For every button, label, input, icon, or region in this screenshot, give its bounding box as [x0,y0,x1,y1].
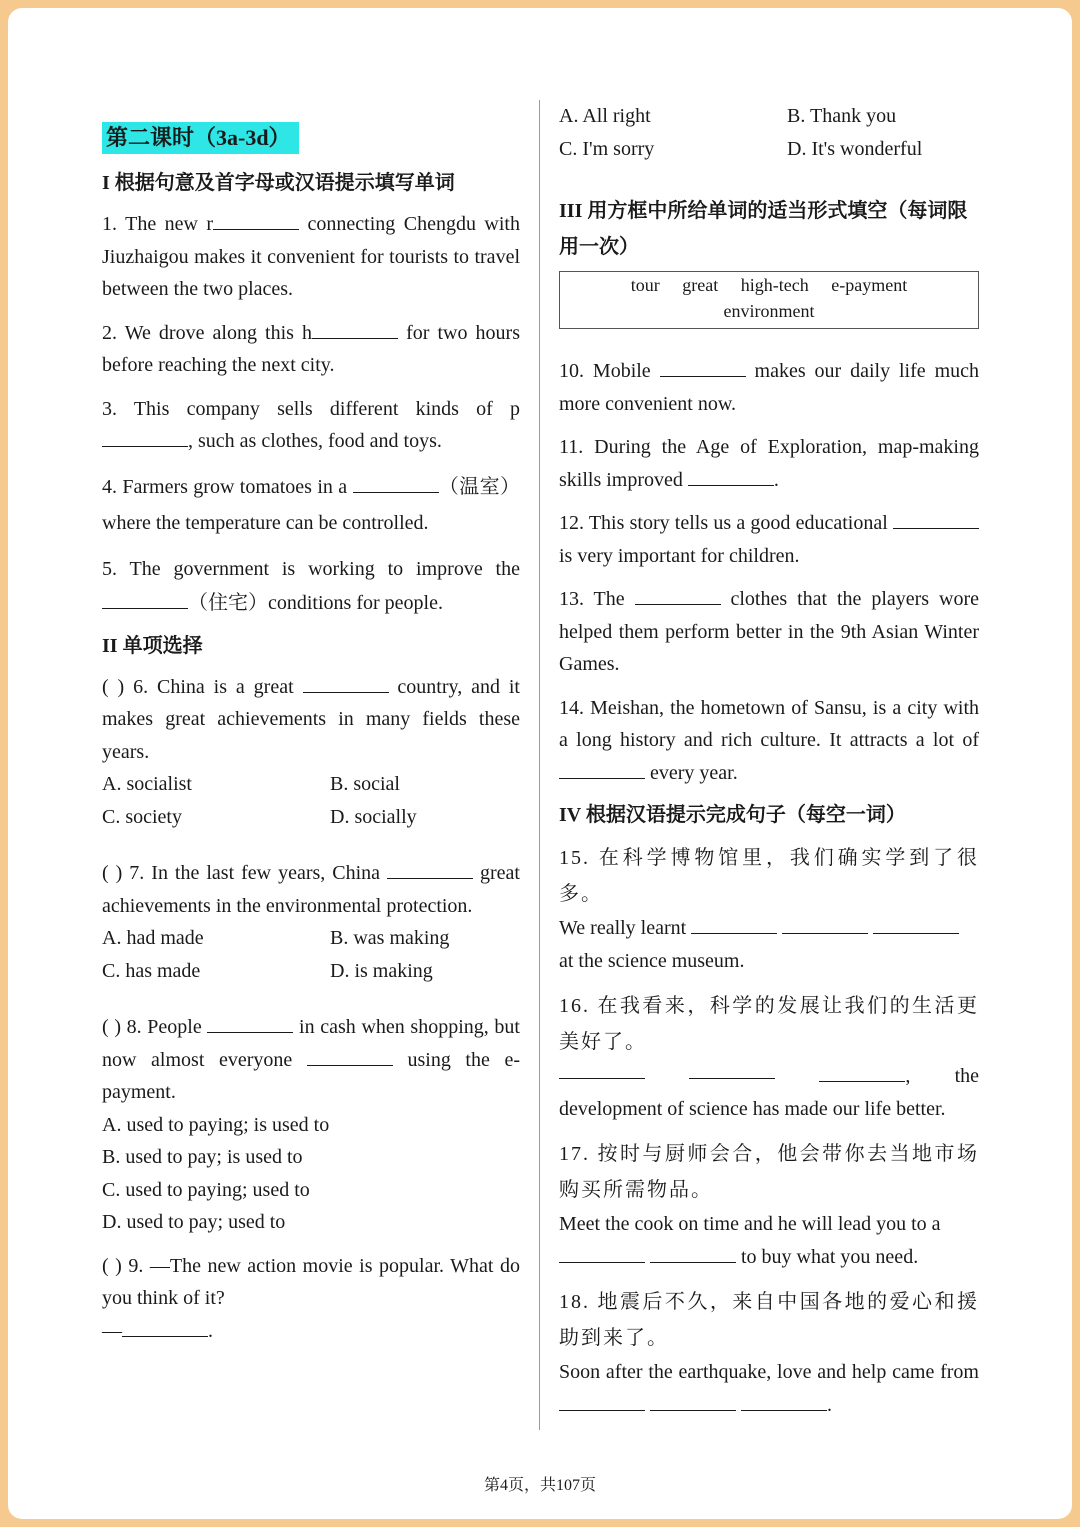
question-6: ( ) 6. China is a great country, and it makes great achievements in many fields these years. [102,675,520,763]
answer-blank[interactable] [559,760,645,779]
question-7: ( ) 7. In the last few years, China great achievements in the environmental protection. [102,862,520,917]
question-9-options [559,100,979,165]
question-14: 14. Meishan, the hometown of Sansu, is a city with a long history and rich culture. It attracts a lot of every year. [559,696,979,784]
answer-blank[interactable] [307,1047,393,1066]
question-6-options [102,768,520,833]
option[interactable]: D. is making [330,959,433,982]
question-9: ( ) 9. —The new action movie is popular. What do you think of it? — . [102,1254,520,1342]
word: e-payment [831,275,908,295]
question-4: 4. Farmers grow tomatoes in a （温室）where the temperature can be controlled. [102,475,521,534]
question-10: 10. Mobile makes our daily life much more convenient now. [559,360,980,415]
answer-blank[interactable] [741,1392,827,1411]
option[interactable]: D. socially [330,805,417,828]
answer-blank[interactable] [559,1392,645,1411]
question-8: ( ) 8. People in cash when shopping, but now almost everyone using the e-payment. [102,1016,520,1103]
answer-blank[interactable] [893,510,979,529]
word: great [682,275,719,295]
word: high-tech [740,275,809,295]
page-number: 第4页，共107页 [483,1477,596,1494]
option[interactable]: C. used to paying; used to [102,1178,310,1201]
option[interactable]: D. It's wonderful [787,137,923,160]
answer-blank[interactable] [102,428,188,447]
question-18: 18. 地震后不久，来自中国各地的爱心和援助到来了。 Soon after the earthquake, love and help came from . [559,1291,979,1416]
lesson-title: 第二课时（3a-3d） [102,122,299,154]
question-13: 13. The clothes that the players wore helped them perform better in the 9th Asian Winter Games. [559,588,979,675]
word: environment [723,301,815,321]
answer-blank[interactable] [650,1392,736,1411]
answer-blank[interactable] [873,915,959,934]
question-17: 17. 按时与厨师会合，他会带你去当地市场购买所需物品。 Meet the cook on time and he will lead you to a to buy what you need. [559,1143,979,1268]
section-4-heading: IV 根据汉语提示完成句子（每空一词） [559,804,906,826]
question-2: 2. We drove along this h for two hours before reaching the next city. [102,321,520,376]
question-7-options [102,922,520,987]
option[interactable]: B. social [330,773,400,795]
column-divider [539,100,540,1430]
worksheet-page [8,8,1072,1519]
option[interactable]: A. used to paying; is used to [102,1113,330,1136]
question-16: 16. 在我看来，科学的发展让我们的生活更美好了。 , the development of science has made our life better. [559,995,979,1120]
answer-blank[interactable] [650,1244,736,1263]
answer-blank[interactable] [819,1063,905,1082]
question-15: 15. 在科学博物馆里，我们确实学到了很多。 We really learnt at the science museum. [559,847,979,972]
option[interactable]: C. society [102,805,182,828]
answer-blank[interactable] [782,915,868,934]
option[interactable]: B. used to pay; is used to [102,1146,303,1168]
option[interactable]: B. Thank you [787,105,897,127]
answer-blank[interactable] [122,1318,208,1337]
answer-blank[interactable] [559,1060,645,1079]
answer-blank[interactable] [207,1014,293,1033]
answer-blank[interactable] [689,1060,775,1079]
question-11: 11. During the Age of Exploration, map-making skills improved . [559,436,979,491]
option[interactable]: A. All right [559,105,651,127]
option[interactable]: C. I'm sorry [559,137,655,160]
word-box [559,271,979,329]
answer-blank[interactable] [312,320,398,339]
answer-blank[interactable] [660,358,746,377]
answer-blank[interactable] [213,211,299,230]
answer-blank[interactable] [559,1244,645,1263]
question-1: 1. The new r connecting Chengdu with Jiuzhaigou makes it convenient for tourists to travel between the two places. [102,213,520,300]
section-1-heading: I 根据句意及首字母或汉语提示填写单词 [102,172,455,194]
option[interactable]: C. has made [102,959,201,982]
question-12: 12. This story tells us a good educational is very important for children. [559,507,979,572]
answer-blank[interactable] [635,586,721,605]
answer-blank[interactable] [353,474,439,493]
answer-blank[interactable] [691,915,777,934]
word: tour [630,275,660,295]
answer-blank[interactable] [303,674,389,693]
section-2-heading: II 单项选择 [102,634,203,657]
question-3: 3. This company sells different kinds of p, such as clothes, food and toys. [102,397,520,452]
option[interactable]: A. socialist [102,773,192,795]
answer-blank[interactable] [688,467,774,486]
section-3-heading: III 用方框中所给单词的适当形式填空（每词限用一次） [559,200,968,258]
answer-blank[interactable] [387,860,473,879]
question-8-options [102,1109,520,1239]
answer-blank[interactable] [102,590,188,609]
right-column [559,100,979,1432]
question-5: 5. The government is working to improve the （住宅）conditions for people. [102,557,520,614]
left-column [102,100,520,1347]
option[interactable]: B. was making [330,927,450,949]
option[interactable]: D. used to pay; used to [102,1211,286,1233]
option[interactable]: A. had made [102,927,204,949]
